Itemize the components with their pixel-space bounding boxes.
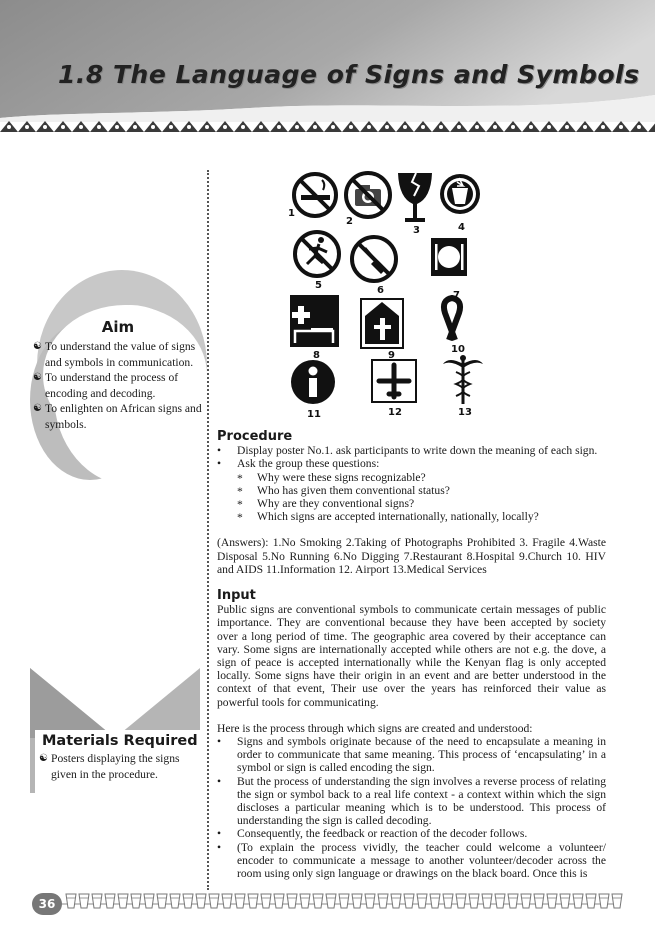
sign-label: 3: [413, 225, 420, 236]
procedure-bullet: • Ask the group these questions:: [217, 457, 606, 470]
aim-title: Aim: [101, 318, 135, 336]
sign-label: 4: [458, 222, 465, 233]
materials-title: Materials Required: [42, 733, 198, 749]
medical-services-icon: [443, 355, 483, 404]
footer-border: [0, 886, 655, 926]
airport-icon: [372, 360, 416, 402]
input-bullet: • Consequently, the feedback or reaction of the decoder follows.: [217, 827, 606, 840]
materials-item: ☯ Posters displaying the signs given in the procedure.: [40, 751, 200, 782]
sign-label: 10: [451, 344, 465, 355]
input-heading: Input: [217, 588, 256, 604]
restaurant-icon: [431, 238, 467, 276]
hospital-icon: [290, 295, 339, 347]
procedure-heading: Procedure: [217, 429, 293, 444]
aim-item: ☯ To understand the process of encoding and decoding.: [34, 370, 202, 401]
process-intro: Here is the process through which signs are created and understood:: [217, 721, 533, 735]
question-item: * Which signs are accepted internationally, nationally, locally?: [217, 510, 606, 523]
information-icon: [291, 360, 335, 404]
page-number: 36: [32, 893, 62, 915]
signs-poster: [285, 168, 510, 423]
sign-label: 11: [307, 409, 321, 420]
sign-label: 9: [388, 350, 395, 361]
input-bullet: • Signs and symbols originate because of the need to encapsulate a meaning in order to communicate that same meaning. This process of ‘encapsulating’ in a symbol or sign is called encoding the sign.: [217, 735, 606, 775]
sign-label: 12: [388, 407, 402, 418]
aim-item: ☯ To enlighten on African signs and symbols.: [34, 401, 202, 432]
main-content: [217, 430, 606, 880]
question-item: * Who has given them conventional status?: [217, 484, 606, 497]
waste-disposal-icon: [440, 174, 480, 214]
aim-item: ☯ To understand the value of signs and symbols in communication.: [34, 339, 202, 370]
no-digging-icon: [352, 237, 396, 281]
church-icon: [361, 299, 403, 348]
no-smoking-icon: [294, 174, 336, 216]
sign-label: 6: [377, 285, 384, 296]
question-item: * Why are they conventional signs?: [217, 497, 606, 510]
footer-ornament: [60, 894, 622, 908]
sign-label: 13: [458, 407, 472, 418]
input-bullet: • But the process of understanding the sign involves a reverse process of relating the sign or symbol back to a real life context - a context within which the sign discloses a particular meaning which is to be understood. This process of understanding the sign is called decoding.: [217, 775, 606, 828]
answers-text: (Answers): 1.No Smoking 2.Taking of Photographs Prohibited 3. Fragile 4.Waste Disposal 5.No Running 6.No Digging 7.Restaurant 8.Hospital 9.Church 10. HIV and AIDS 11.Information 12. Airport 13.Medical Services: [217, 536, 606, 576]
sign-label: 8: [313, 350, 320, 361]
sign-label: 5: [315, 280, 322, 291]
input-bullet: • (To explain the process vividly, the teacher could welcome a volunteer/ encoder to communicate a message to another volunteer/decoder across the room using only sign language or drawings on the black board. Once this is: [217, 841, 606, 881]
materials-section: [40, 733, 200, 782]
question-item: * Why were these signs recognizable?: [217, 471, 606, 484]
page-header: [0, 0, 655, 140]
triangle-border: [0, 121, 655, 132]
procedure-bullet: • Display poster No.1. ask participants to write down the meaning of each sign.: [217, 444, 606, 457]
page-title: 1.8 The Language of Signs and Symbols: [58, 60, 640, 89]
sign-label: 7: [453, 290, 460, 301]
aim-section: [34, 318, 202, 432]
sign-label: 2: [346, 216, 353, 227]
aids-ribbon-icon: [444, 298, 460, 340]
sign-label: 1: [288, 208, 295, 219]
fragile-icon: [398, 173, 432, 222]
input-paragraph: Public signs are conventional symbols to communicate certain messages of public importance. They are conventional because they have been accepted by society over a long period of time. The geographic area covered by their acceptance can vary. Some signs are internationally accepted while others are not e.g. the dove, a sign of peace is accepted internationally while the Kenyan flag is only accepted locally. Some signs have their origin in an event and are better understood in the context of that event, Their use over the years has reinforced their value as powerful tools for communicating.: [217, 603, 606, 709]
no-photography-icon: [346, 173, 390, 217]
no-running-icon: [295, 232, 339, 276]
